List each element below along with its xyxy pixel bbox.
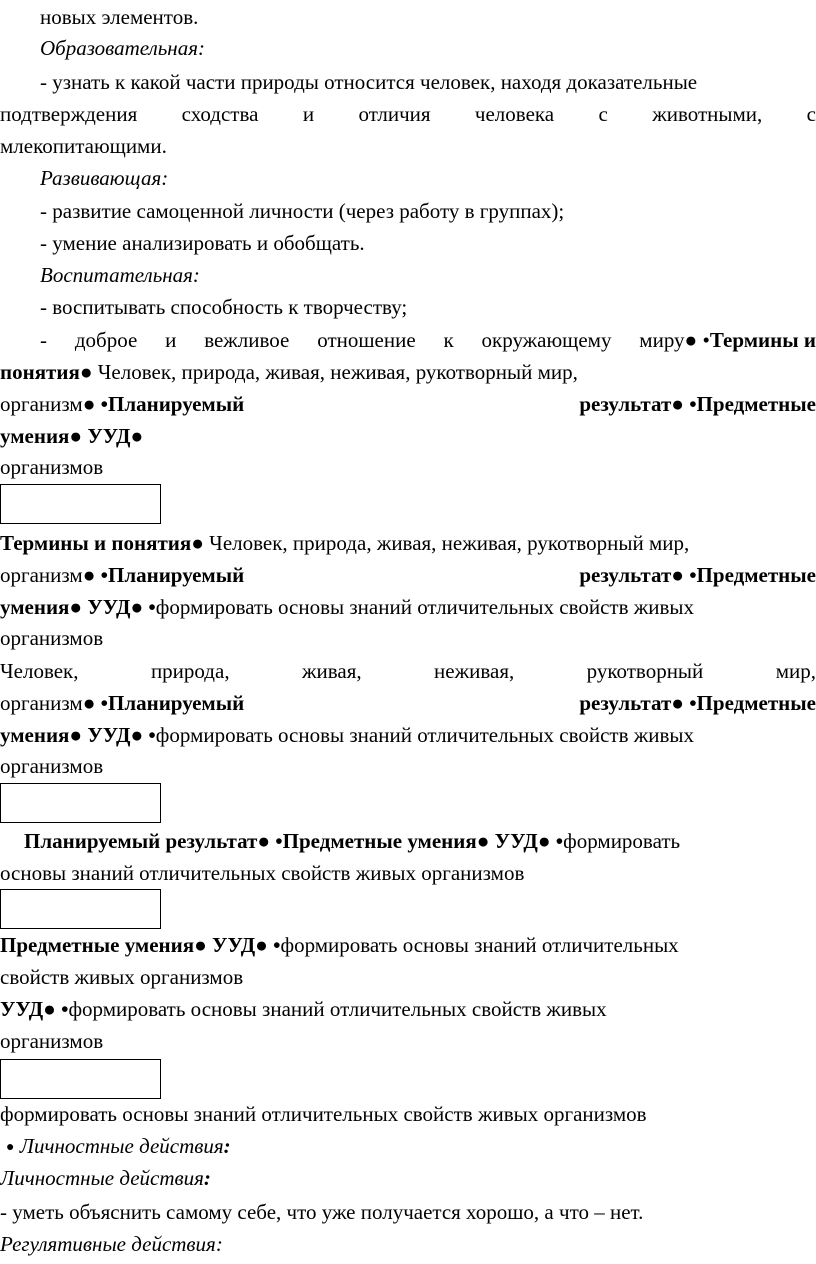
inline-text: организм● xyxy=(0,392,96,416)
bold-term: умения● УУД● • xyxy=(0,723,156,747)
inline-text: формировать основы знаний отличительных свойств живых xyxy=(155,723,695,747)
word: к xyxy=(443,328,454,352)
justified-line xyxy=(40,325,816,355)
text-line: организмов xyxy=(0,754,104,778)
text-line: свойств живых организмов xyxy=(0,965,244,989)
text-line xyxy=(0,357,816,387)
bold-line: умения● УУД● xyxy=(0,424,144,448)
inline-text: формировать основы знаний отличительных свойств живых xyxy=(68,997,607,1021)
text-line: млекопитающими. xyxy=(0,134,167,158)
text-line: - воспитывать способность к творчеству; xyxy=(40,295,408,319)
bold-term: •Планируемый xyxy=(95,563,245,587)
left-part xyxy=(0,560,244,590)
inline-text: формировать основы знаний отличительных свойств живых xyxy=(155,595,695,619)
text-line: - узнать к какой части природы относится человек, находя доказательные xyxy=(40,70,698,94)
inline-text: организм● xyxy=(0,691,96,715)
inline-text: формировать xyxy=(563,829,681,853)
right-part: результат● •Предметные xyxy=(579,563,816,587)
text-line: организмов xyxy=(0,455,104,479)
blank-box xyxy=(0,889,161,929)
word: рукотворный xyxy=(586,659,704,683)
text-line xyxy=(0,720,816,750)
italic-heading: Личностные действия xyxy=(19,1134,224,1158)
word: вежливое xyxy=(204,328,290,352)
blank-box xyxy=(0,783,161,823)
left-part xyxy=(0,688,244,718)
bold-term: •Планируемый xyxy=(95,691,245,715)
word: и xyxy=(302,102,315,126)
blank-box xyxy=(0,484,161,524)
word: с xyxy=(598,102,608,126)
inline-text: Человек, природа, живая, неживая, рукотворный мир, xyxy=(203,531,690,555)
bold-term: Планируемый результат● •Предметные умения● УУД● • xyxy=(24,829,564,853)
right-part: результат● •Предметные xyxy=(579,691,816,715)
heading-regulatory: Регулятивные действия: xyxy=(0,1232,223,1256)
word: окружающему xyxy=(481,328,612,352)
text-line: организмов xyxy=(0,1029,104,1053)
text-line: основы знаний отличительных свойств живых организмов xyxy=(0,861,525,885)
blank-box xyxy=(0,1059,161,1099)
justified-line xyxy=(0,688,816,718)
word: Человек, xyxy=(0,659,79,683)
justified-line xyxy=(0,389,816,419)
word: отношение xyxy=(317,328,416,352)
word: доброе xyxy=(74,328,138,352)
justified-line xyxy=(0,560,816,590)
bullet-icon: ● xyxy=(6,1140,15,1155)
word: живая, xyxy=(302,659,362,683)
text-line: - уметь объяснить самому себе, что уже получается хорошо, а что – нет. xyxy=(0,1200,644,1224)
word: отличия xyxy=(358,102,431,126)
bold-term: Предметные умения● УУД● • xyxy=(0,933,281,957)
word: подтверждения xyxy=(0,102,138,126)
justified-line xyxy=(0,99,816,129)
colon: : xyxy=(203,1166,211,1190)
text-line xyxy=(0,1163,816,1193)
left-part xyxy=(0,389,244,419)
justified-line xyxy=(0,656,816,686)
word: животными, xyxy=(652,102,763,126)
text-line xyxy=(0,528,816,558)
text-line: новых элементов. xyxy=(40,5,199,29)
inline-text: организм● xyxy=(0,563,96,587)
text-line: - развитие самоценной личности (через работу в группах); xyxy=(40,199,565,223)
heading-developmental: Развивающая: xyxy=(40,166,169,190)
word: и xyxy=(165,328,177,352)
word: миру● •Термины и xyxy=(639,328,816,352)
word: сходства xyxy=(181,102,259,126)
word: с xyxy=(806,102,816,126)
text-line xyxy=(0,994,816,1024)
text-line: формировать основы знаний отличительных свойств живых организмов xyxy=(0,1102,647,1126)
word: неживая, xyxy=(434,659,515,683)
inline-text: формировать основы знаний отличительных xyxy=(280,933,679,957)
word: мир, xyxy=(775,659,816,683)
text-line: - умение анализировать и обобщать. xyxy=(40,231,365,255)
text-line xyxy=(6,1131,816,1161)
text-line: организмов xyxy=(0,626,104,650)
bold-term: УУД● • xyxy=(0,997,69,1021)
right-part: результат● •Предметные xyxy=(579,392,816,416)
heading-educational: Образовательная: xyxy=(40,36,205,60)
inline-text: Человек, природа, живая, неживая, рукотворный мир, xyxy=(92,360,578,384)
bold-term: умения● УУД● • xyxy=(0,595,156,619)
heading-upbringing: Воспитательная: xyxy=(40,263,200,287)
word: человека xyxy=(474,102,555,126)
bold-term: понятия● xyxy=(0,360,93,384)
italic-heading: Личностные действия xyxy=(0,1166,204,1190)
word: - xyxy=(40,328,47,352)
text-line xyxy=(0,930,816,960)
colon: : xyxy=(223,1134,231,1158)
text-line xyxy=(24,826,816,856)
bold-term: Термины и понятия● xyxy=(0,531,204,555)
bold-term: •Планируемый xyxy=(95,392,245,416)
word: природа, xyxy=(150,659,230,683)
text-line xyxy=(0,592,816,622)
